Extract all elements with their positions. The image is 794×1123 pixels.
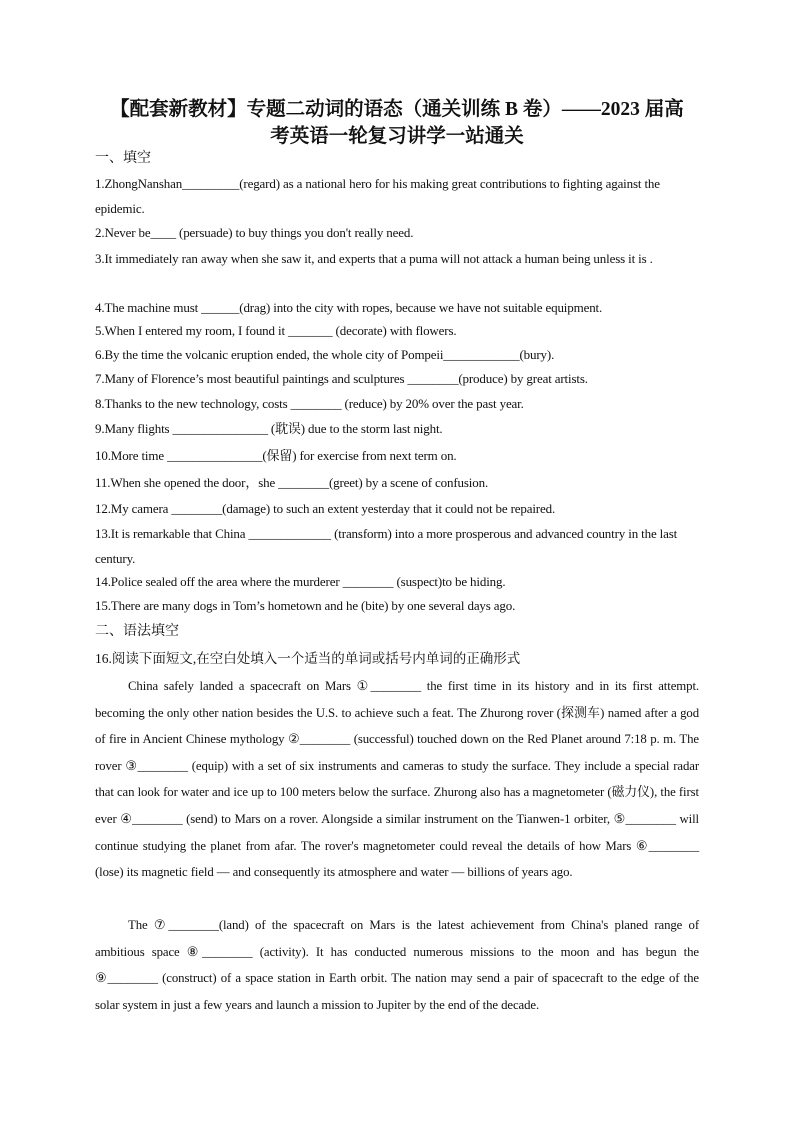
question-10: 10.More time _______________(保留) for exercise from next term on. — [95, 448, 457, 463]
passage-paragraph-2: The ⑦________(land) of the spacecraft on Mars is the latest achievement from China's planed range of ambitious space ⑧________ (activity). It has conducted numerous missions to the moon and has begun the ⑨________ (construct) of a space station in Earth orbit. The nation may send a pair of spacecraft to the edge of the solar system in just a few years and launch a mission to Jupiter by the end of the decade. — [95, 918, 699, 1012]
question-7: 7.Many of Florence’s most beautiful paintings and sculptures ________(produce) by great artists. — [95, 371, 588, 386]
question-15: 15.There are many dogs in Tom’s hometown and he (bite) by one several days ago. — [95, 598, 516, 613]
question-3: 3.It immediately ran away when she saw it, and experts that a puma will not attack a human being unless it is . — [95, 251, 653, 266]
question-1: 1.ZhongNanshan_________(regard) as a national hero for his making great contributions to fighting against the epidemic. — [95, 176, 660, 216]
question-8: 8.Thanks to the new technology, costs ________ (reduce) by 20% over the past year. — [95, 396, 524, 411]
question-9: 9.Many flights _______________ (耽误) due to the storm last night. — [95, 421, 443, 436]
question-11: 11.When she opened the door，she ________(greet) by a scene of confusion. — [95, 475, 489, 490]
section-heading-fill-blank: 一、填空 — [95, 151, 151, 166]
question-16-prompt: 16.阅读下面短文,在空白处填入一个适当的单词或括号内单词的正确形式 — [95, 651, 521, 666]
question-5: 5.When I entered my room, I found it _______ (decorate) with flowers. — [95, 323, 457, 338]
section-heading-grammar: 二、语法填空 — [95, 624, 179, 639]
question-4: 4.The machine must ______(drag) into the city with ropes, because we have not suitable equipment. — [95, 300, 603, 315]
question-2: 2.Never be____ (persuade) to buy things you don't really need. — [95, 225, 414, 240]
question-14: 14.Police sealed off the area where the murderer ________ (suspect)to be hiding. — [95, 574, 506, 589]
passage-paragraph-1: China safely landed a spacecraft on Mars ①________ the first time in its history and in its first attempt. becoming the only other nation besides the U.S. to achieve such a feat. The Zhurong rover (探测车) named after a god of fire in Ancient Chinese mythology ②________ (successful) touched down on the Red Planet around 7:18 p. m. The rover ③________ (equip) with a set of six instruments and cameras to study the surface. They include a special radar that can look for water and ice up to 100 meters below the surface. Zhurong also has a magnetometer (磁力仪), the first ever ④________ (send) to Mars on a rover. Alongside a similar instrument on the Tianwen-1 orbiter, ⑤________ will continue studying the planet from afar. The rover's magnetometer could reveal the details of how Mars ⑥________ (lose) its magnetic field — and consequently its atmosphere and water — billions of years ago. — [95, 679, 699, 880]
question-12: 12.My camera ________(damage) to such an extent yesterday that it could not be repaired. — [95, 501, 556, 516]
document-title — [60, 96, 734, 150]
question-13: 13.It is remarkable that China _____________ (transform) into a more prosperous and advanced country in the last century. — [95, 526, 678, 566]
title-line-2: 考英语一轮复习讲学一站通关 — [270, 126, 524, 147]
title-line-1: 【配套新教材】专题二动词的语态（通关训练 B 卷）——2023 届高 — [110, 99, 684, 120]
question-6: 6.By the time the volcanic eruption ended, the whole city of Pompeii____________(bury). — [95, 347, 555, 362]
